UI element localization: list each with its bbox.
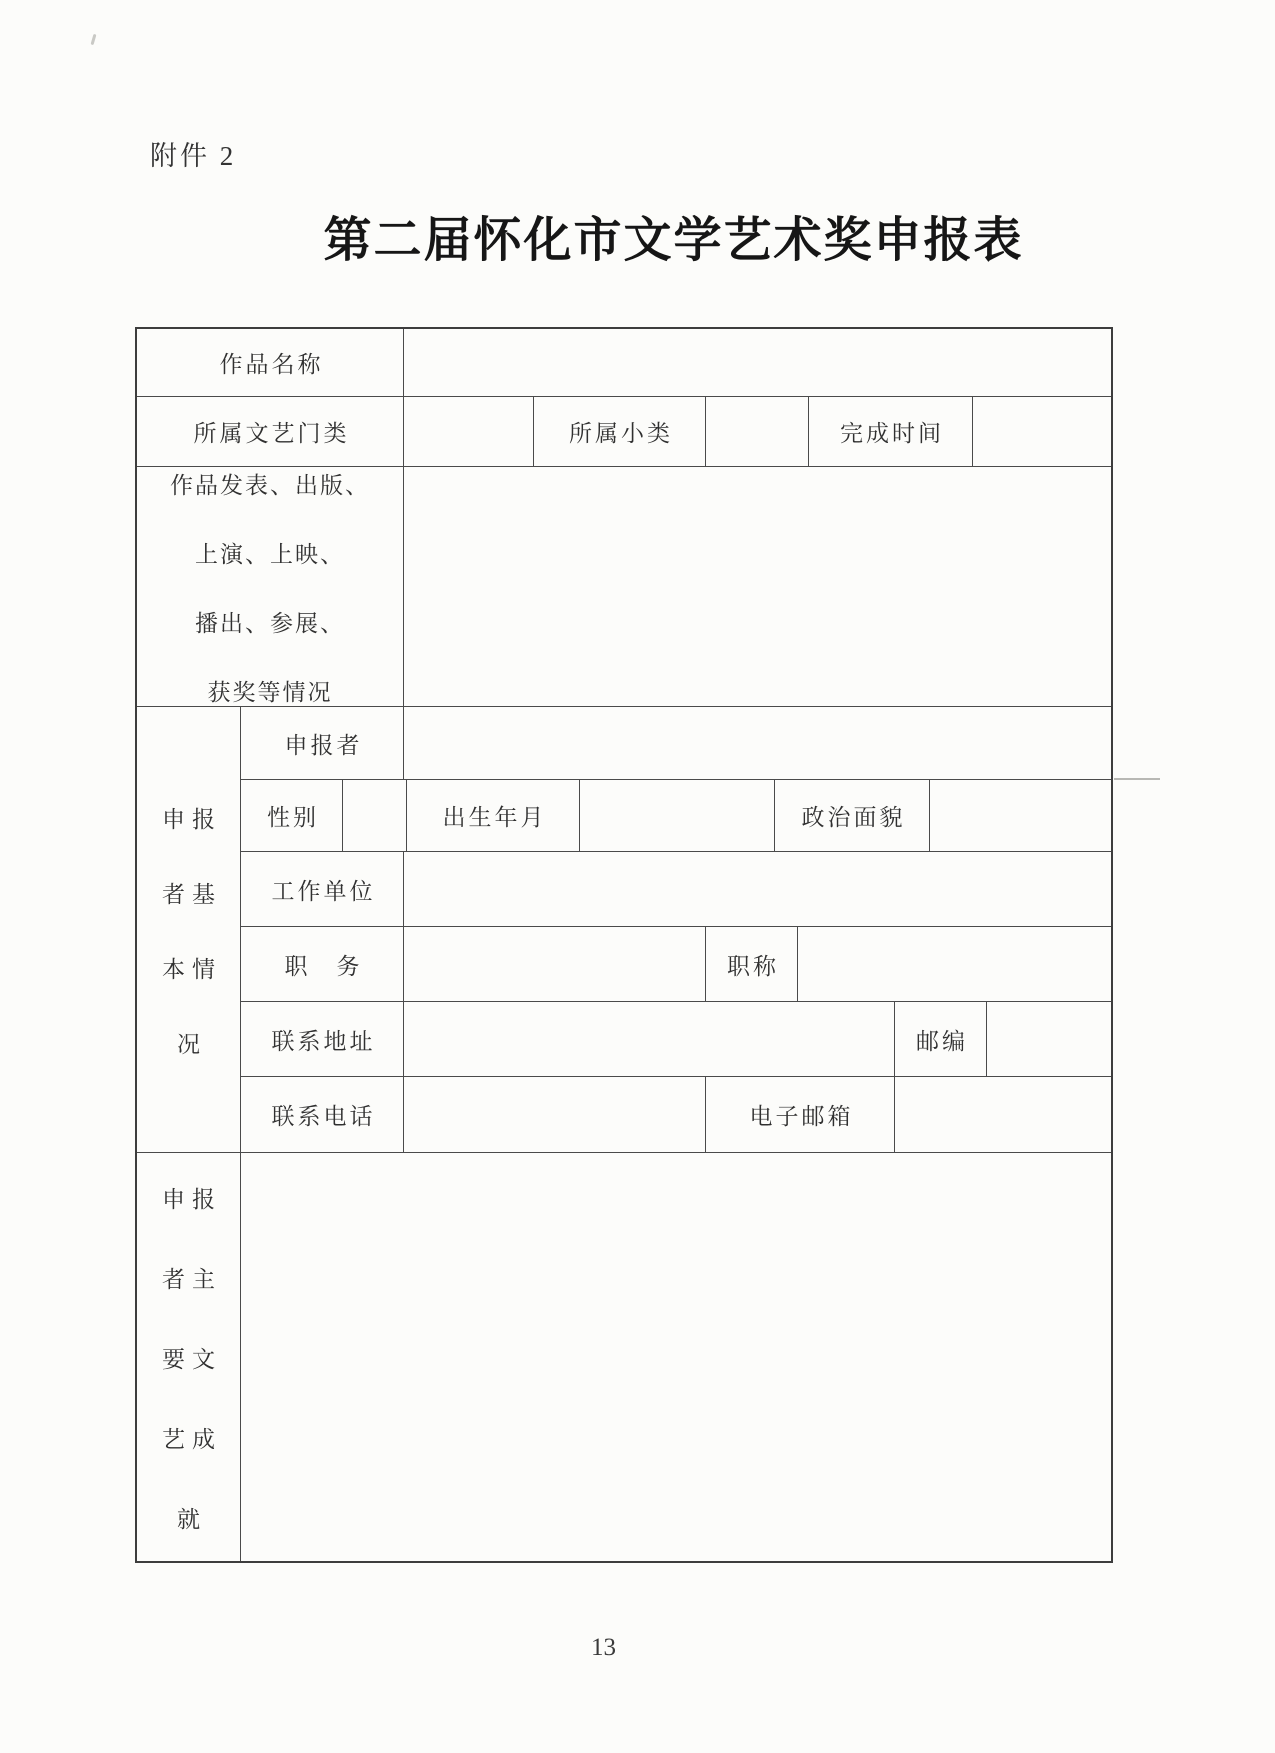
scan-artifact [91, 34, 97, 45]
contact-address-label: 联系地址 [241, 1002, 404, 1076]
table-row [241, 707, 1111, 780]
gender-label: 性别 [241, 780, 343, 851]
table-row [137, 397, 1111, 467]
table-row [241, 852, 1111, 927]
section-label-line: 就 [177, 1506, 207, 1532]
applicant-info-rows [241, 707, 1111, 1152]
publication-status-field [404, 467, 1111, 706]
table-row [137, 329, 1111, 397]
section-label-line: 申报 [162, 1186, 222, 1212]
subcategory-label: 所属小类 [534, 397, 706, 466]
section-label-line: 者基 [162, 881, 222, 907]
achievements-field [241, 1153, 1111, 1561]
applicant-label: 申报者 [241, 707, 404, 779]
category-label: 所属文艺门类 [137, 397, 404, 466]
table-row [137, 467, 1111, 707]
professional-title-label: 职称 [706, 927, 798, 1001]
birth-date-field [580, 780, 775, 851]
application-form-table [135, 327, 1113, 1563]
table-row [241, 1002, 1111, 1077]
category-field [404, 397, 534, 466]
publication-status-label-line: 作品发表、出版、 [170, 472, 370, 498]
section-label-line: 要文 [162, 1346, 222, 1372]
achievements-section-label [137, 1153, 241, 1561]
applicant-field [404, 707, 1111, 779]
section-label-line: 本情 [162, 956, 222, 982]
completion-time-label: 完成时间 [809, 397, 973, 466]
completion-time-field [973, 397, 1111, 466]
achievements-section [137, 1153, 1111, 1561]
section-label-line: 者主 [162, 1266, 222, 1292]
work-unit-field [404, 852, 1111, 926]
subcategory-field [706, 397, 809, 466]
work-name-label: 作品名称 [137, 329, 404, 396]
table-row [241, 1077, 1111, 1152]
political-status-field [930, 780, 1111, 851]
email-label: 电子邮箱 [706, 1077, 895, 1152]
position-field [404, 927, 706, 1001]
section-label-line: 艺成 [162, 1426, 222, 1452]
contact-phone-field [404, 1077, 706, 1152]
publication-status-label-line: 获奖等情况 [207, 679, 333, 705]
birth-date-label: 出生年月 [407, 780, 580, 851]
page-number: 13 [591, 1634, 616, 1661]
work-name-field [404, 329, 1111, 396]
table-row [241, 927, 1111, 1002]
postcode-label: 邮编 [895, 1002, 987, 1076]
gender-field [343, 780, 407, 851]
table-row [241, 780, 1111, 852]
section-label-line: 申报 [162, 806, 222, 832]
page-title: 第二届怀化市文学艺术奖申报表 [323, 214, 1024, 267]
professional-title-field [798, 927, 1111, 1001]
contact-phone-label: 联系电话 [241, 1077, 404, 1152]
scan-artifact [1114, 778, 1160, 780]
attachment-label: 附件 2 [150, 141, 237, 171]
political-status-label: 政治面貌 [775, 780, 930, 851]
email-field [895, 1077, 1111, 1152]
publication-status-label-line: 上演、上映、 [195, 541, 345, 567]
publication-status-label [137, 467, 404, 706]
section-label-line: 况 [177, 1031, 207, 1057]
postcode-field [987, 1002, 1111, 1076]
position-label: 职 务 [241, 927, 404, 1001]
publication-status-label-line: 播出、参展、 [195, 610, 345, 636]
contact-address-field [404, 1002, 895, 1076]
work-unit-label: 工作单位 [241, 852, 404, 926]
applicant-info-section-label [137, 707, 241, 1152]
applicant-info-section [137, 707, 1111, 1153]
